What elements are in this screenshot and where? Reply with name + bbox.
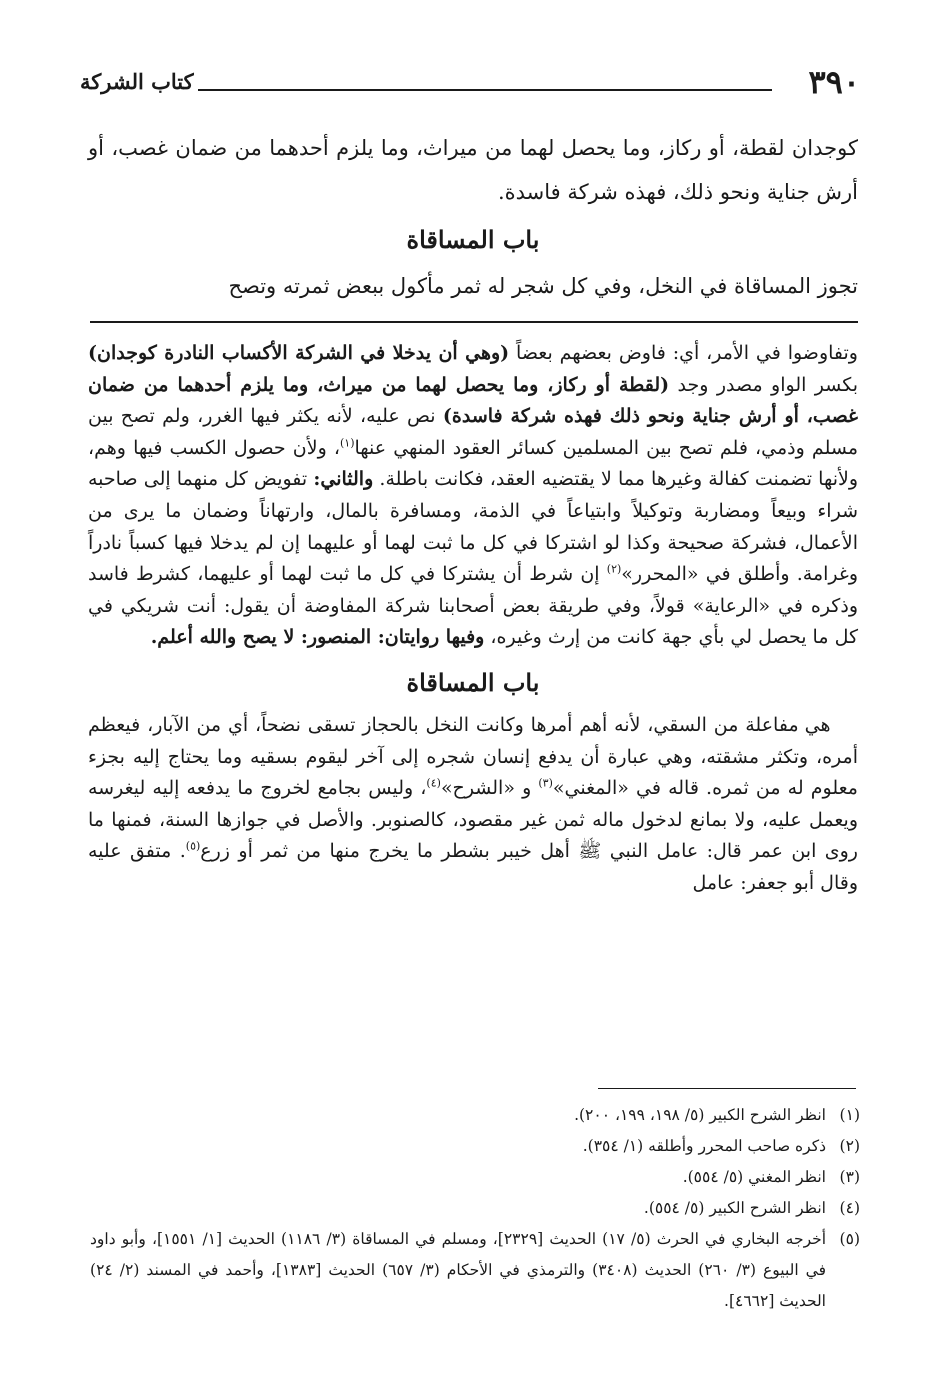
- quoted-matn: (وهي أن يدخلا في الشركة الأكساب النادرة كوجدان): [88, 342, 510, 364]
- commentary-chapter-heading: باب المساقاة: [406, 667, 540, 697]
- commentary-paragraph: [88, 710, 858, 900]
- book-title: كتاب الشركة: [80, 69, 194, 94]
- commentary-text: إن شرط أن يشتركا في كل ما ثبت لهما أو عليهما، كشرط فاسد وذكره في «الرعاية» قولاً، وفي طريقة بعض أصحابنا شركة المفاوضة أن يقول: أنت شريكي في كل ما يحصل لي بأي جهة كانت من إرث وغيره،: [88, 563, 858, 649]
- footnote-ref: (٢): [606, 562, 622, 576]
- footnote-text: أخرجه البخاري في الحرث (٥/ ١٧) الحديث [٢٣٢٩]، ومسلم في المساقاة (٣/ ١١٨٦) الحديث [١/ ١٥٥١]، وأبو داود في البيوع (٣/ ٢٦٠) الحديث (٣٤٠٨) والترمذي في الأحكام (٣/ ٦٥٧) الحديث [١٣٨٣]، وأحمد في المسند (٢/ ٢٤) الحديث [٤٦٦٢].: [90, 1230, 827, 1310]
- footnote-ref: (٥): [185, 839, 201, 853]
- footnote-divider: [598, 1088, 856, 1089]
- footnote-ref: (١): [339, 436, 355, 450]
- header-rule: [198, 89, 772, 91]
- footnote-ref: (٣): [538, 776, 553, 790]
- footnote: [90, 1131, 860, 1162]
- page-number: ٣٩٠: [808, 63, 860, 101]
- footnote: [90, 1162, 860, 1193]
- footnote-text: انظر الشرح الكبير (٥/ ٥٥٤).: [643, 1199, 826, 1217]
- footnote: [90, 1100, 860, 1131]
- footnote-text: ذكره صاحب المحرر وأطلقه (١/ ٣٥٤).: [582, 1137, 826, 1155]
- running-header: [80, 62, 860, 102]
- commentary-text: نص عليه، لأنه يكثر فيها الغرر، ولم تصح بين مسلم وذمي، فلم تصح بين المسلمين كسائر العقود المنهي عنها: [88, 405, 858, 459]
- footnote-number: (٥): [839, 1230, 860, 1248]
- footnote-ref: (٤): [426, 776, 441, 790]
- matn-paragraph: كوجدان لقطة، أو ركاز، وما يحصل لهما من ميراث، وما يلزم أحدهما من ضمان غصب، أو أرش جناية ونحو ذلك، فهذه شركة فاسدة.: [88, 136, 858, 204]
- commentary-text: وتفاوضوا في الأمر، أي: فاوض بعضهم بعضاً: [509, 342, 858, 364]
- matn-chapter-heading: باب المساقاة: [406, 225, 540, 254]
- matn-paragraph: تجوز المساقاة في النخل، وفي كل شجر له ثمر مأكول ببعض ثمرته وتصح: [228, 274, 858, 298]
- quoted-matn: (لقطة أو ركاز، وما يحصل لهما من ميراث، وما يلزم أحدهما من ضمان غصب، أو أرش جناية ونحو ذلك فهذه شركة فاسدة): [88, 373, 858, 428]
- commentary-text: ، وليس بجامع لخروج ما يدفعه إليه ليغرسه ويعمل عليه، ولا بمانع لدخول ماله ثمن غير مقصود، كالصنوبر. والأصل في جوازها السنة، فمنها ما روى ابن عمر قال: عامل النبي ﷺ أهل خيبر بشطر ما يخرج منها من ثمر أو زرع: [88, 777, 858, 863]
- footnote: [90, 1193, 860, 1224]
- footnote-number: (٤): [839, 1199, 860, 1217]
- matn-divider: [90, 321, 858, 323]
- footnote-number: (٣): [839, 1168, 860, 1186]
- quoted-matn: وفيها روايتان: المنصور: لا يصح والله أعلم.: [150, 626, 485, 649]
- commentary-paragraph: [88, 338, 858, 654]
- commentary-text: تفويض كل منهما إلى صاحبه شراء وبيعاً ومضاربة وتوكيلاً وابتياعاً في الذمة، ومسافرة بالمال، وارتهاناً وضمان ما يرى من الأعمال، فشركة صحيحة وكذا لو اشتركا في كل ما ثبت لهما أو عليهما إن لم يدخلا فيها كسباً نادراً وغرامة. وأطلق في «المحرر»: [88, 468, 858, 586]
- commentary-text: . متفق عليه وقال أبو جعفر: عامل: [88, 840, 858, 894]
- matn-section: [88, 126, 858, 308]
- commentary-text: هي مفاعلة من السقي، لأنه أهم أمرها وكانت النخل بالحجاز تسقى نضحاً، أي من الآبار، فيعظم أمره، وتكثر مشقته، وهي عبارة أن يدفع إنسان شجره إلى آخر ليقوم بسقيه وما يحتاج إليه بجزء معلوم له من ثمره. قاله في «المغني»: [88, 713, 858, 800]
- footnotes: [90, 1100, 860, 1317]
- quoted-term: والثاني:: [313, 468, 374, 491]
- commentary-text: و «الشرح»: [440, 777, 539, 800]
- commentary-text: بكسر الواو مصدر وجد: [669, 373, 858, 396]
- commentary-section: [88, 338, 858, 900]
- footnote: [90, 1224, 860, 1317]
- commentary-text: ، ولأن حصول الكسب فيها وهم، ولأنها تضمنت كفالة وغيرها مما لا يقتضيه العقد، فكانت باطلة.: [88, 436, 858, 491]
- footnote-number: (١): [839, 1106, 860, 1124]
- footnote-text: انظر الشرح الكبير (٥/ ١٩٨، ١٩٩، ٢٠٠).: [574, 1106, 826, 1124]
- footnote-number: (٢): [839, 1137, 860, 1155]
- footnote-text: انظر المغني (٥/ ٥٥٤).: [682, 1168, 826, 1186]
